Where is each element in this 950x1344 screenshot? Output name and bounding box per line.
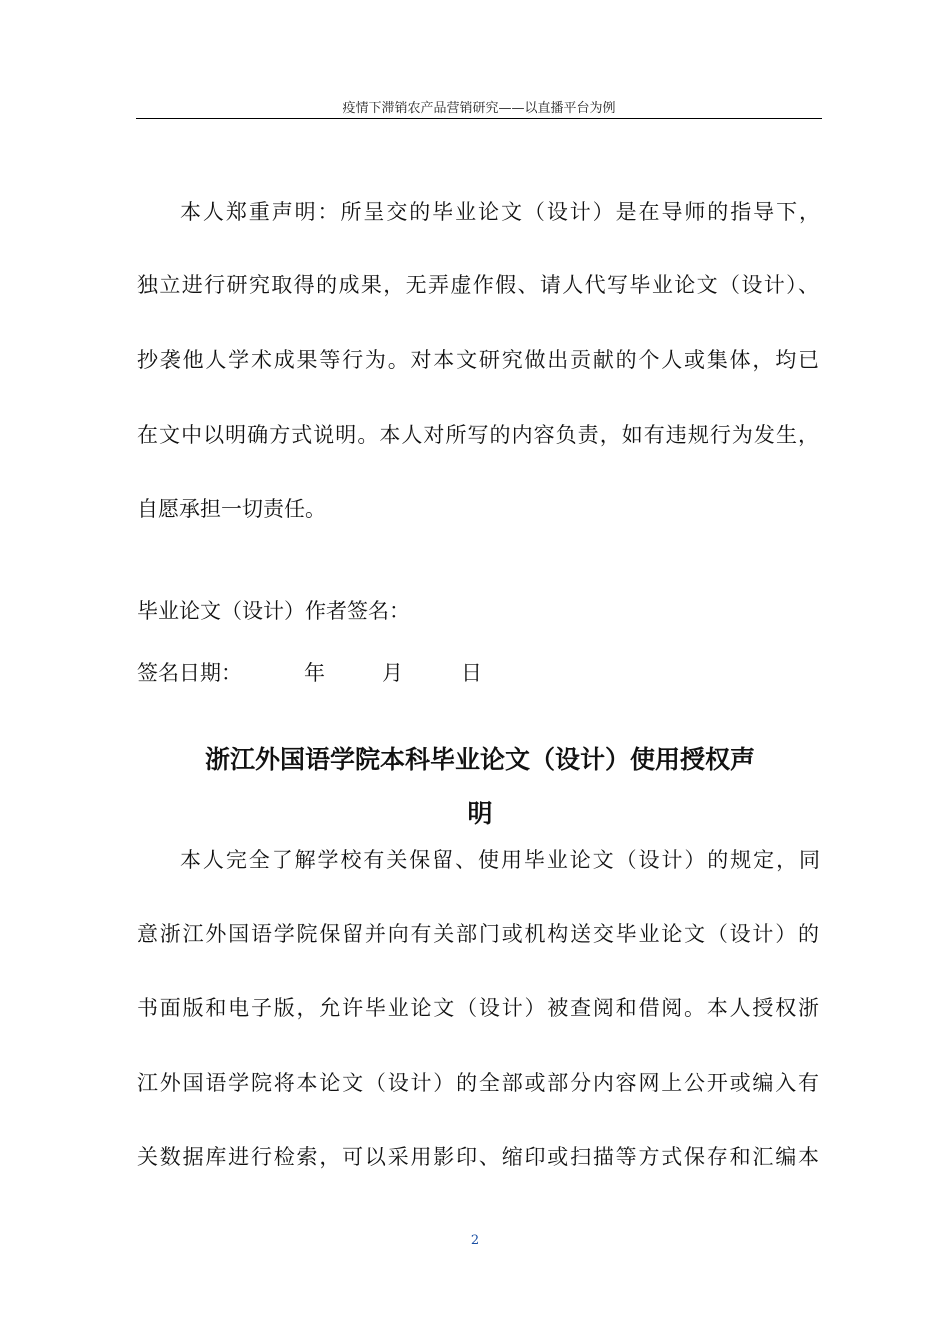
month-label: 月 xyxy=(382,661,403,685)
header-title: 疫情下滞销农产品营销研究——以直播平台为例 xyxy=(342,101,616,116)
day-label: 日 xyxy=(461,661,482,685)
header-divider xyxy=(136,118,822,119)
authorization-line-4: 江外国语学院将本论文（设计）的全部或部分内容网上公开或编入有 xyxy=(137,1071,819,1095)
declaration-line-3: 抄袭他人学术成果等行为。对本文研究做出贡献的个人或集体，均已 xyxy=(137,348,819,372)
authorization-title-line-2: 明 xyxy=(467,799,493,828)
declaration-line-2: 独立进行研究取得的成果，无弄虚作假、请人代写毕业论文（设计）、 xyxy=(137,273,819,297)
page-number: 2 xyxy=(470,1233,480,1248)
author-signature-label: 毕业论文（设计）作者签名： xyxy=(137,599,410,623)
declaration-line-5: 自愿承担一切责任。 xyxy=(137,497,326,521)
year-label: 年 xyxy=(304,661,325,685)
authorization-line-2: 意浙江外国语学院保留并向有关部门或机构送交毕业论文（设计）的 xyxy=(137,922,819,946)
signature-date-label: 签名日期： xyxy=(137,661,242,685)
authorization-title-line-1: 浙江外国语学院本科毕业论文（设计）使用授权声 xyxy=(204,745,755,774)
authorization-line-5: 关数据库进行检索，可以采用影印、缩印或扫描等方式保存和汇编本 xyxy=(137,1145,819,1169)
authorization-line-3: 书面版和电子版，允许毕业论文（设计）被查阅和借阅。本人授权浙 xyxy=(137,996,819,1020)
declaration-line-4: 在文中以明确方式说明。本人对所写的内容负责，如有违规行为发生， xyxy=(137,423,819,447)
declaration-line-1: 本人郑重声明：所呈交的毕业论文（设计）是在导师的指导下， xyxy=(180,200,820,224)
authorization-line-1: 本人完全了解学校有关保留、使用毕业论文（设计）的规定，同 xyxy=(180,848,820,872)
